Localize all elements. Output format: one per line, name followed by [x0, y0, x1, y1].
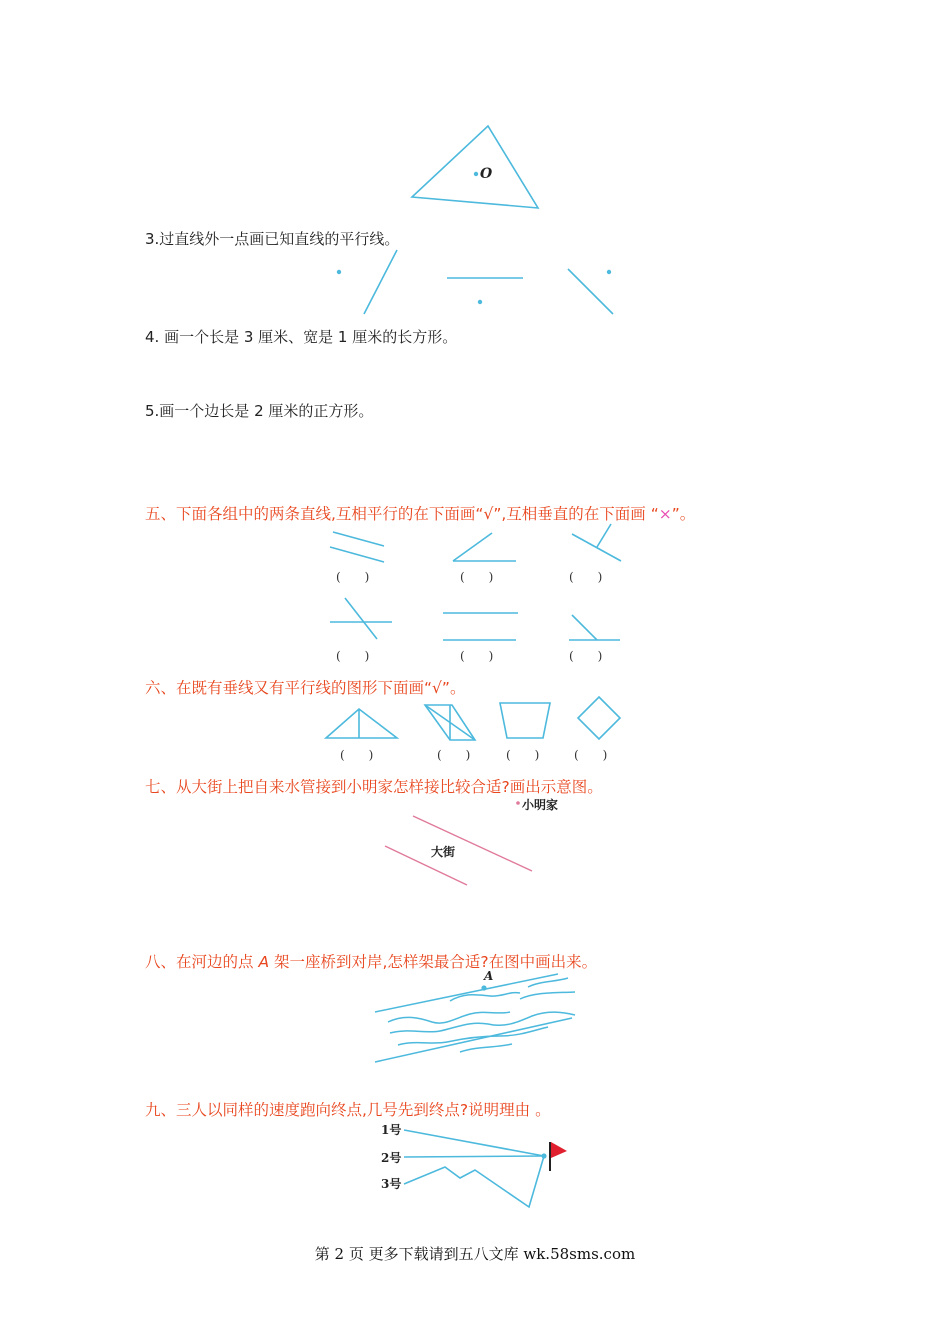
section-8-text: 八、在河边的点 — [145, 953, 259, 971]
finish-dot — [541, 1153, 546, 1158]
q3-point-1 — [337, 270, 341, 274]
question-4: 4. 画一个长是 3 厘米、宽是 1 厘米的长方形。 — [145, 328, 458, 346]
answer-blank[interactable]: ( ) — [569, 570, 603, 584]
point-a-label: A — [484, 969, 494, 983]
river-figure — [375, 974, 575, 1062]
section-5-text: 五、下面各组中的两条直线,互相平行的在下面画“√”,互相垂直的在下面画 “ — [145, 505, 659, 523]
cross-mark: × — [658, 505, 672, 523]
page-footer: 第 2 页 更多下载请到五八文库 wk.58sms.com — [314, 1245, 636, 1263]
answer-blank[interactable]: ( ) — [460, 570, 494, 584]
section-5-tail: ”。 — [671, 505, 696, 523]
finish-flag-icon — [550, 1142, 567, 1171]
question-3: 3.过直线外一点画已知直线的平行线。 — [145, 230, 400, 248]
section-5-heading — [145, 502, 695, 524]
runner-3-label: 3号 — [381, 1177, 402, 1191]
home-label: 小明家 — [522, 798, 559, 812]
answer-blank[interactable]: ( ) — [340, 748, 374, 762]
runner-2-label: 2号 — [381, 1151, 402, 1165]
point-o-dot — [474, 172, 478, 176]
section-8-variable: A — [258, 953, 270, 971]
street-lines — [385, 816, 532, 885]
answer-blank[interactable]: ( ) — [437, 748, 471, 762]
section-8-heading — [145, 950, 597, 972]
answer-blank[interactable]: ( ) — [506, 748, 540, 762]
point-o-label: O — [480, 166, 493, 182]
answer-blank[interactable]: ( ) — [336, 649, 370, 663]
home-dot — [516, 801, 520, 805]
answer-blank[interactable]: ( ) — [569, 649, 603, 663]
section-6-heading: 六、在既有垂线又有平行线的图形下面画“√”。 — [145, 679, 466, 697]
running-paths — [404, 1130, 544, 1207]
question-5: 5.画一个边长是 2 厘米的正方形。 — [145, 402, 374, 420]
triangle-figure — [412, 126, 538, 208]
street-label: 大街 — [431, 845, 456, 859]
q3-figures — [364, 250, 613, 314]
answer-blank[interactable]: ( ) — [574, 748, 608, 762]
section-7-heading: 七、从大街上把自来水管接到小明家怎样接比较合适?画出示意图。 — [145, 778, 603, 796]
point-a-dot — [481, 985, 486, 990]
q3-point-3 — [607, 270, 611, 274]
section-8-tail: 架一座桥到对岸,怎样架最合适?在图中画出来。 — [269, 953, 598, 971]
answer-blank[interactable]: ( ) — [336, 570, 370, 584]
section-9-heading: 九、三人以同样的速度跑向终点,几号先到终点?说明理由 。 — [145, 1101, 551, 1119]
s6-shapes — [326, 697, 620, 740]
answer-blank[interactable]: ( ) — [460, 649, 494, 663]
runner-1-label: 1号 — [381, 1123, 402, 1137]
q3-point-2 — [478, 300, 482, 304]
